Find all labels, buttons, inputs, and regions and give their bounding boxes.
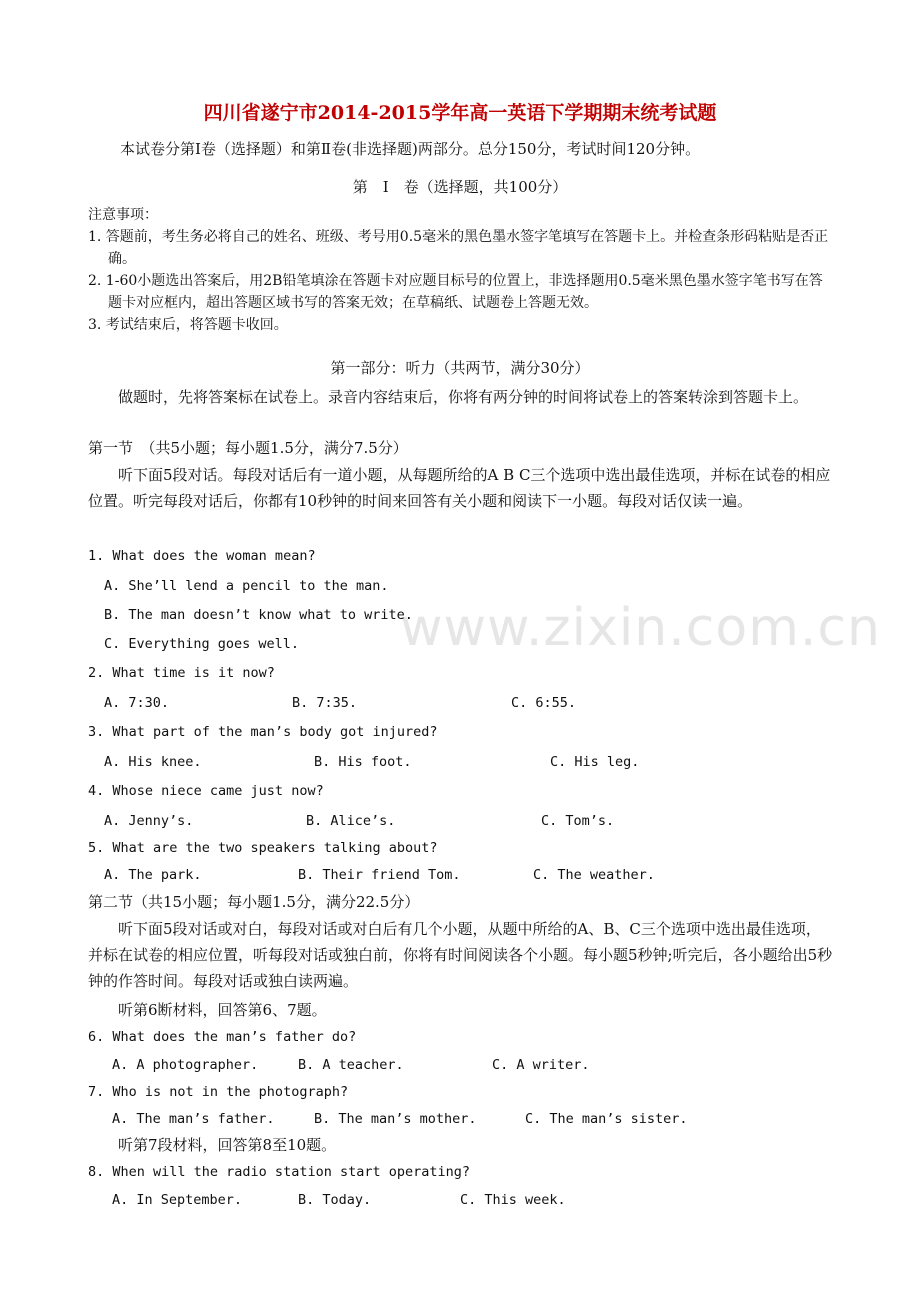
question-3-option-a: A. His knee. xyxy=(104,754,202,770)
question-3-option-c: C. His leg. xyxy=(550,754,640,770)
question-2-option-c: C. 6:55. xyxy=(511,695,577,711)
question-7: 7. Who is not in the photograph? xyxy=(88,1084,349,1100)
question-1: 1. What does the woman mean? xyxy=(88,548,316,564)
notice-item-2: 2. 1-60小题选出答案后，用2B铅笔填涂在答题卡对应题目标号的位置上，非选择题用0.5毫米黑色墨水签字笔书写在答题卡对应框内，超出答题区域书写的答案无效；在草稿纸、试题卷上答题无效。 xyxy=(88,273,823,311)
document-title: 四川省遂宁市2014-2015学年高一英语下学期期末统考试题 xyxy=(203,102,717,124)
question-8-option-a: A. In September. xyxy=(112,1192,243,1208)
question-6-option-a: A. A photographer. xyxy=(112,1057,259,1073)
question-1-option-b: B. The man doesn’t know what to write. xyxy=(104,607,413,623)
question-4-option-a: A. Jenny’s. xyxy=(104,813,194,829)
intro-text: 本试卷分第Ⅰ卷（选择题）和第Ⅱ卷(非选择题)两部分。总分150分，考试时间120分钟。 xyxy=(120,140,701,158)
question-5: 5. What are the two speakers talking about? xyxy=(88,840,438,856)
notice-item-3: 3. 考试结束后，将答题卡收回。 xyxy=(88,317,288,333)
question-8-option-b: B. Today. xyxy=(298,1192,372,1208)
material-7-instruction: 听第7段材料，回答第8至10题。 xyxy=(118,1136,337,1154)
section2-instructions: 听下面5段对话或对白，每段对话或对白后有几个小题，从题中所给的A、B、C三个选项中选出最佳选项，并标在试卷的相应位置，听每段对话或独白前，你将有时间阅读各个小题。每小题5秒钟;听完后，各小题给出5秒钟的作答时间。每段对话或独白读两遍。 xyxy=(88,920,833,990)
question-7-option-b: B. The man’s mother. xyxy=(314,1111,477,1127)
question-6-option-c: C. A writer. xyxy=(492,1057,590,1073)
question-7-option-a: A. The man’s father. xyxy=(112,1111,275,1127)
question-7-option-c: C. The man’s sister. xyxy=(525,1111,688,1127)
volume1-heading: 第 Ⅰ 卷（选择题，共100分） xyxy=(352,178,568,196)
question-2-option-b: B. 7:35. xyxy=(292,695,358,711)
question-3-option-b: B. His foot. xyxy=(314,754,412,770)
question-4-option-c: C. Tom’s. xyxy=(541,813,615,829)
watermark: www.zixin.com.cn xyxy=(400,598,881,658)
question-5-option-c: C. The weather. xyxy=(533,867,655,883)
question-2: 2. What time is it now? xyxy=(88,665,275,681)
question-1-option-c: C. Everything goes well. xyxy=(104,636,300,652)
notice-heading: 注意事项： xyxy=(88,207,158,223)
part1-heading: 第一部分：听力（共两节，满分30分） xyxy=(330,359,590,377)
part1-instructions: 做题时，先将答案标在试卷上。录音内容结束后，你将有两分钟的时间将试卷上的答案转涂到答题卡上。 xyxy=(118,388,809,406)
question-8-option-c: C. This week. xyxy=(460,1192,566,1208)
material-6-instruction: 听第6断材料，回答第6、7题。 xyxy=(118,1001,327,1019)
question-5-option-a: A. The park. xyxy=(104,867,202,883)
question-6: 6. What does the man’s father do? xyxy=(88,1029,357,1045)
question-5-option-b: B. Their friend Tom. xyxy=(298,867,461,883)
question-3: 3. What part of the man’s body got injured? xyxy=(88,724,438,740)
question-4-option-b: B. Alice’s. xyxy=(306,813,396,829)
question-8: 8. When will the radio station start operating? xyxy=(88,1164,471,1180)
question-4: 4. Whose niece came just now? xyxy=(88,783,324,799)
section2-heading: 第二节（共15小题；每小题1.5分，满分22.5分） xyxy=(88,893,420,911)
question-6-option-b: B. A teacher. xyxy=(298,1057,404,1073)
question-1-option-a: A. She’ll lend a pencil to the man. xyxy=(104,578,389,594)
notice-item-1: 1. 答题前，考生务必将自己的姓名、班级、考号用0.5毫米的黑色墨水签字笔填写在答题卡上。并检查条形码粘贴是否正确。 xyxy=(88,229,829,267)
question-2-option-a: A. 7:30. xyxy=(104,695,170,711)
section1-instructions: 听下面5段对话。每段对话后有一道小题，从每题所给的A B C三个选项中选出最佳选项，并标在试卷的相应位置。听完每段对话后，你都有10秒钟的时间来回答有关小题和阅读下一小题。每段对话仅读一遍。 xyxy=(88,466,831,510)
section1-heading: 第一节 （共5小题；每小题1.5分，满分7.5分） xyxy=(88,439,408,457)
